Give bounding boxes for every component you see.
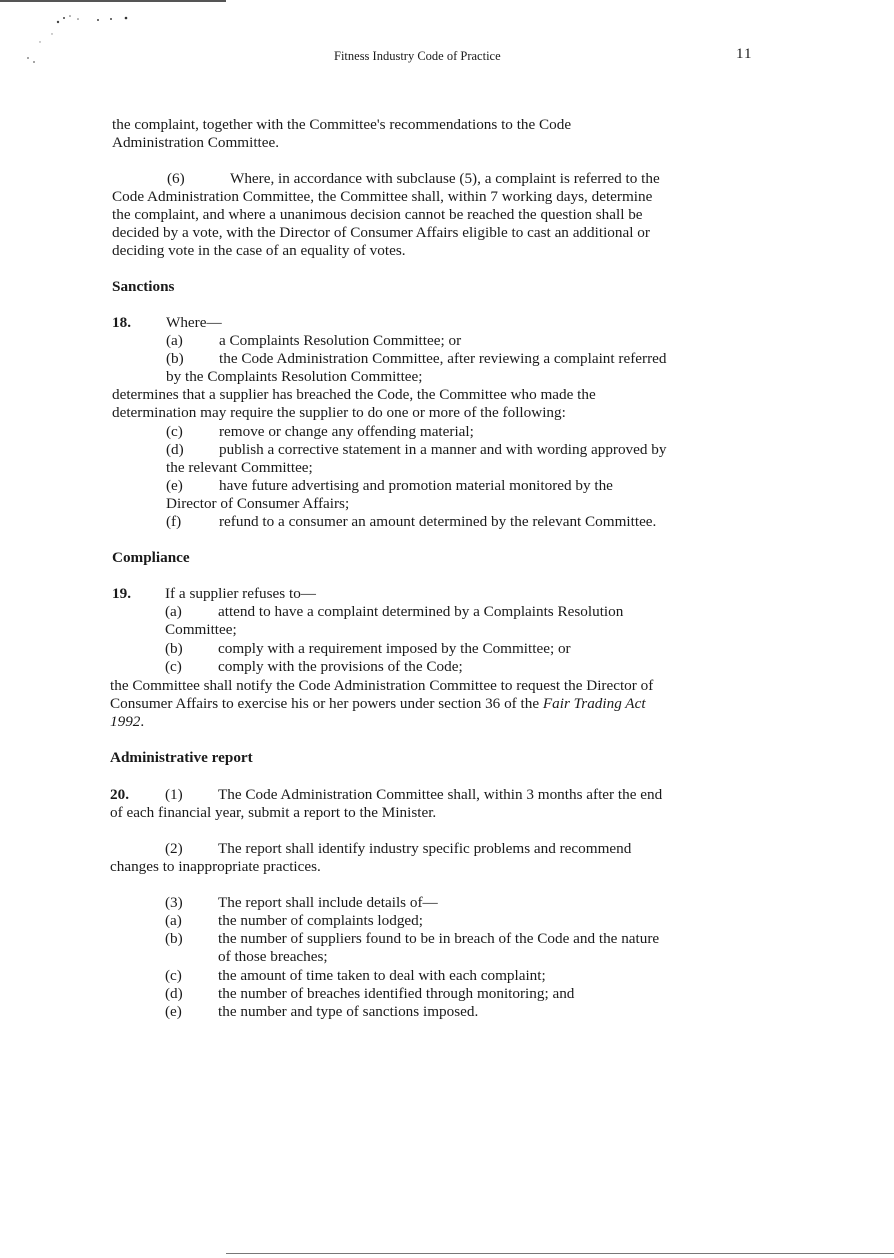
item-text: by the Complaints Resolution Committee;	[166, 368, 423, 385]
item-label: (a)	[165, 603, 182, 620]
paragraph-line: Where, in accordance with subclause (5), a complaint is referred to the	[230, 170, 660, 187]
section-heading-sanctions: Sanctions	[112, 278, 175, 295]
item-label: (c)	[166, 423, 183, 440]
paragraph-line: The report shall include details of—	[218, 894, 438, 911]
item-text: the amount of time taken to deal with each complaint;	[218, 967, 546, 984]
subclause-number: (6)	[167, 170, 185, 187]
item-label: (b)	[165, 930, 183, 947]
item-label: (f)	[166, 513, 182, 530]
item-text: the number and type of sanctions imposed.	[218, 1003, 479, 1020]
section-heading-administrative-report: Administrative report	[110, 749, 253, 766]
top-rule	[0, 0, 226, 2]
item-label: (a)	[165, 912, 182, 929]
paragraph-line	[110, 713, 144, 731]
item-text: a Complaints Resolution Committee; or	[219, 332, 462, 349]
paragraph-line: determines that a supplier has breached the Code, the Committee who made the	[112, 386, 596, 403]
item-text: the number of breaches identified through monitoring; and	[218, 985, 575, 1002]
paragraph-line: the Committee shall notify the Code Administration Committee to request the Director of	[110, 677, 654, 694]
paragraph-text: .	[140, 713, 145, 730]
item-text: publish a corrective statement in a manner and with wording approved by	[219, 441, 667, 458]
paragraph-line: The Code Administration Committee shall, within 3 months after the end	[218, 786, 663, 803]
scan-specks	[18, 10, 148, 70]
paragraph-line: deciding vote in the case of an equality of votes.	[112, 242, 406, 259]
paragraph-line: the complaint, together with the Committee's recommendations to the Code	[112, 116, 572, 133]
running-header: Fitness Industry Code of Practice	[334, 49, 501, 63]
item-text: Director of Consumer Affairs;	[166, 495, 350, 512]
clause-number: 18.	[112, 314, 131, 331]
item-text: the number of complaints lodged;	[218, 912, 423, 929]
paragraph-line: of each financial year, submit a report to the Minister.	[110, 804, 437, 821]
item-text: comply with a requirement imposed by the Committee; or	[218, 640, 571, 657]
paragraph-line	[110, 695, 646, 713]
clause-intro: If a supplier refuses to—	[165, 585, 316, 602]
item-label: (b)	[165, 640, 183, 657]
bottom-rule	[226, 1253, 894, 1254]
page-number: 11	[736, 46, 753, 62]
item-text: remove or change any offending material;	[219, 423, 474, 440]
item-label: (b)	[166, 350, 184, 367]
subclause-number: (3)	[165, 894, 183, 911]
item-text: the Code Administration Committee, after reviewing a complaint referred	[219, 350, 667, 367]
paragraph-line: decided by a vote, with the Director of Consumer Affairs eligible to cast an additional or	[112, 224, 650, 241]
clause-number: 20.	[110, 786, 129, 803]
paragraph-line: determination may require the supplier to do one or more of the following:	[112, 404, 566, 421]
item-label: (c)	[165, 658, 182, 675]
item-text: attend to have a complaint determined by a Complaints Resolution	[218, 603, 624, 620]
item-text: Committee;	[165, 621, 237, 638]
item-text: the relevant Committee;	[166, 459, 313, 476]
item-text: have future advertising and promotion material monitored by the	[219, 477, 613, 494]
item-label: (d)	[166, 441, 184, 458]
item-text: comply with the provisions of the Code;	[218, 658, 463, 675]
clause-number: 19.	[112, 585, 131, 602]
paragraph-line: the complaint, and where a unanimous decision cannot be reached the question shall be	[112, 206, 643, 223]
clause-intro: Where—	[166, 314, 222, 331]
item-label: (c)	[165, 967, 182, 984]
item-label: (e)	[166, 477, 183, 494]
paragraph-line: Administration Committee.	[112, 134, 280, 151]
item-label: (d)	[165, 985, 183, 1002]
act-year: 1992	[110, 713, 141, 730]
paragraph-line: Code Administration Committee, the Committee shall, within 7 working days, determine	[112, 188, 653, 205]
item-text: of those breaches;	[218, 948, 328, 965]
item-text: the number of suppliers found to be in breach of the Code and the nature	[218, 930, 660, 947]
paragraph-line: changes to inappropriate practices.	[110, 858, 321, 875]
section-heading-compliance: Compliance	[112, 549, 190, 566]
act-title: Fair Trading Act	[542, 695, 646, 712]
item-text: refund to a consumer an amount determined by the relevant Committee.	[219, 513, 657, 530]
paragraph-text: Consumer Affairs to exercise his or her powers under section 36 of the	[110, 695, 543, 712]
item-label: (a)	[166, 332, 183, 349]
item-label: (e)	[165, 1003, 182, 1020]
subclause-number: (1)	[165, 786, 183, 803]
subclause-number: (2)	[165, 840, 183, 857]
paragraph-line: The report shall identify industry specific problems and recommend	[218, 840, 632, 857]
